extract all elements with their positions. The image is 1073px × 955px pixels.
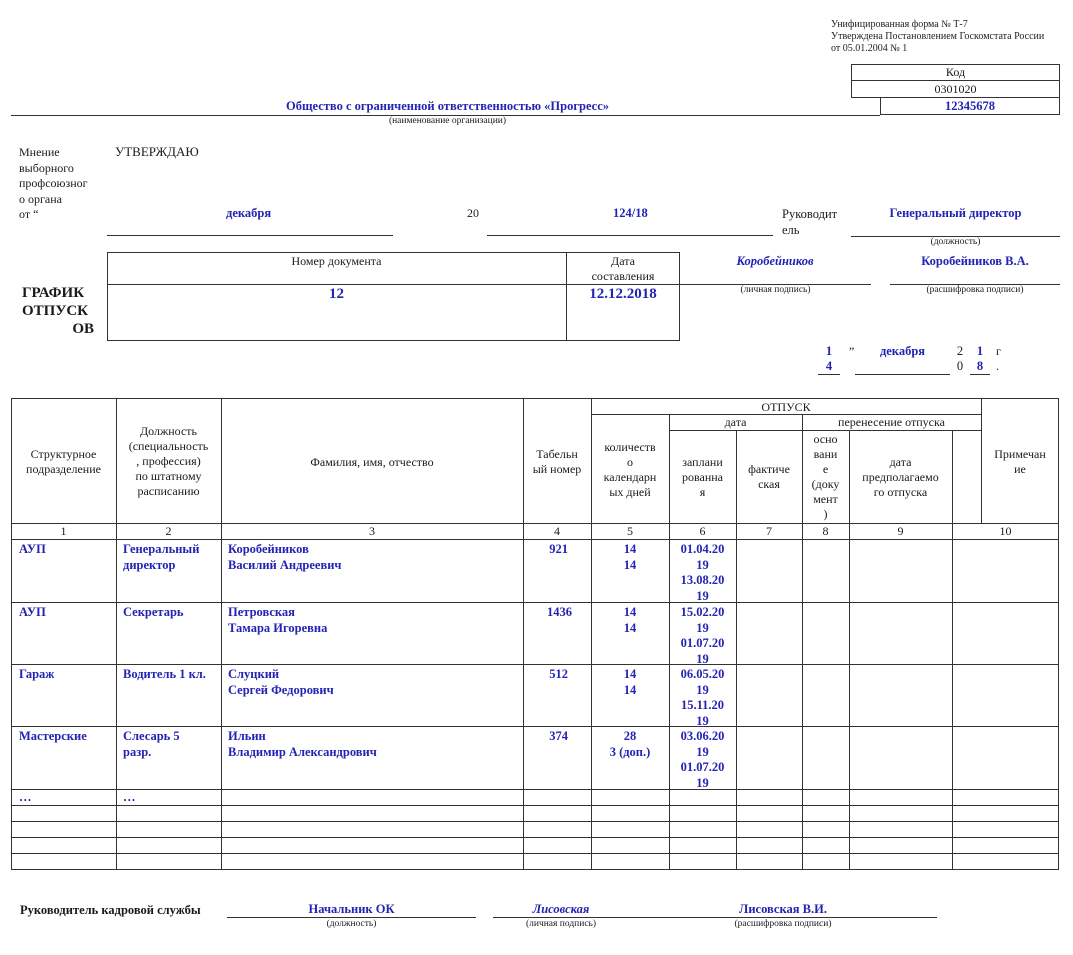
cell-line: 01.07.20	[680, 760, 725, 774]
approval-day	[818, 344, 840, 374]
header-line: (доку	[811, 477, 840, 491]
header-line: фактиче	[748, 462, 790, 476]
footer-position-underline	[227, 917, 476, 918]
okud-code: 0301020	[934, 82, 977, 96]
column-number: 2	[165, 524, 172, 538]
head-label	[782, 206, 837, 238]
cell-line: 01.07.20	[680, 636, 725, 650]
approval-year-underline	[970, 374, 990, 375]
document-title-line: ОТПУСК	[22, 303, 89, 319]
footer-position: Начальник ОК	[308, 902, 395, 916]
table-hline	[669, 430, 981, 431]
cell-line: 19	[696, 557, 709, 572]
header-fio: Фамилия, имя, отчество	[310, 455, 434, 469]
cell-line: 19	[696, 713, 709, 728]
header-planned	[669, 455, 736, 500]
cell-line: Слесарь 5	[123, 729, 180, 743]
form-header	[831, 19, 1044, 55]
cell-position	[123, 729, 180, 760]
footer-signature: Лисовская	[532, 902, 590, 916]
cell-planned-dates	[669, 605, 736, 667]
approval-month: декабря	[879, 344, 926, 358]
cell-tab-number: 1436	[547, 605, 572, 619]
head-label-line: Руководит	[782, 207, 838, 221]
form-header-line: Утверждена Постановлением Госкомстата России	[831, 31, 1045, 42]
docinfo-hdivider	[107, 284, 680, 285]
head-name: Коробейников В.А.	[921, 254, 1029, 268]
header-line: )	[823, 507, 828, 521]
column-number: 3	[369, 524, 375, 538]
cell-line: Сергей Федорович	[228, 682, 334, 697]
cell-line: 19	[696, 651, 709, 666]
table-hline	[11, 837, 1059, 838]
header-line: е	[822, 462, 829, 476]
header-line: рованна	[681, 470, 723, 484]
docinfo-date-label-line: составления	[591, 269, 655, 283]
cell-line: 19	[696, 588, 709, 603]
cell-days	[591, 542, 669, 573]
head-signature-caption: (личная подпись)	[740, 285, 811, 295]
cell-line: 15.11.20	[680, 698, 725, 712]
header-line: подразделение	[26, 462, 101, 476]
approval-year-digit: 0	[956, 359, 964, 373]
cell-planned-dates	[669, 729, 736, 791]
header-department	[11, 447, 116, 477]
cell-line: 14	[623, 605, 637, 619]
approval-year-digit: 8	[976, 359, 984, 373]
header-line: ый номер	[532, 462, 582, 476]
column-number: 7	[766, 524, 772, 538]
cell-planned-dates	[669, 667, 736, 729]
union-date-underline	[107, 235, 393, 236]
footer-position-caption: (должность)	[326, 919, 377, 929]
docinfo-number-label: Номер документа	[291, 254, 382, 268]
cell-line: Владимир Александрович	[228, 744, 377, 759]
approval-g-letter: г	[996, 344, 1001, 358]
cell-line: 14	[623, 557, 637, 572]
header-line: календарн	[603, 470, 657, 484]
header-otpusk: ОТПУСК	[761, 400, 811, 414]
cell-line: разр.	[123, 744, 152, 759]
header-line: предполагаемо	[862, 470, 939, 484]
approval-year-digit: 2	[956, 344, 964, 358]
header-line: Примечан	[994, 447, 1046, 461]
cell-position	[123, 605, 184, 621]
approve-label: УТВЕРЖДАЮ	[115, 144, 199, 159]
okpo-code: 12345678	[945, 99, 995, 113]
approval-day-digit: 4	[825, 359, 833, 373]
cell-tab-number: 512	[549, 667, 568, 681]
cell-line: 19	[696, 775, 709, 790]
cell-line: 19	[696, 682, 709, 697]
form-header-line: от 05.01.2004 № 1	[831, 43, 908, 54]
cell-days	[591, 729, 669, 760]
cell-position	[123, 542, 199, 573]
head-label-line: ель	[782, 223, 800, 237]
header-expected-date	[849, 455, 952, 500]
document-title-line: ОВ	[72, 321, 94, 337]
cell-planned-dates	[669, 542, 736, 604]
table-hline	[11, 853, 1059, 854]
cell-department: АУП	[19, 542, 46, 556]
cell-department: Гараж	[19, 667, 55, 681]
header-position	[116, 424, 221, 499]
cell-department: АУП	[19, 605, 46, 619]
cell-line: 14	[623, 542, 637, 556]
table-hline	[11, 539, 1059, 540]
cell-department: Мастерские	[19, 729, 87, 743]
form-header-line: Унифицированная форма № Т-7	[831, 19, 968, 30]
union-opinion-line: выборного	[19, 160, 74, 175]
cell-line: Тамара Игоревна	[228, 620, 328, 635]
header-line: , профессия)	[136, 454, 201, 468]
cell-line: Ильин	[228, 729, 266, 743]
header-line: я	[699, 485, 706, 499]
table-hline	[11, 726, 1059, 727]
head-position-caption: (должность)	[930, 237, 981, 247]
cell-fio	[228, 729, 377, 760]
cell-line: Водитель 1 кл.	[123, 667, 206, 681]
table-vline	[952, 430, 953, 870]
cell-fio	[228, 605, 327, 636]
header-line: осно	[813, 432, 838, 446]
cell-line: 19	[696, 620, 709, 635]
cell-line: 19	[696, 744, 709, 759]
header-days	[591, 440, 669, 500]
approval-day-digit: 1	[825, 344, 833, 358]
cell-line: 01.04.20	[680, 542, 725, 556]
cell-tab-number: 921	[549, 542, 568, 556]
approval-g	[996, 344, 1001, 374]
union-docno-underline	[487, 235, 773, 236]
union-year-prefix: 20	[467, 206, 479, 220]
cell-days	[591, 667, 669, 698]
cell-line: Секретарь	[123, 605, 184, 619]
table-vline	[736, 430, 737, 870]
table-hline	[11, 664, 1059, 665]
footer-signature-underline	[493, 917, 937, 918]
column-number: 4	[554, 524, 560, 538]
approval-year-suffix	[970, 344, 990, 374]
footer-name: Лисовская В.И.	[739, 902, 827, 916]
organization-name: Общество с ограниченной ответственностью «Прогресс»	[285, 99, 610, 113]
cell-line: Василий Андреевич	[228, 557, 342, 572]
cell-line: 03.06.20	[680, 729, 725, 743]
cell-fio	[228, 542, 341, 573]
cell-fio	[228, 667, 334, 698]
cell-line: 15.02.20	[680, 605, 725, 619]
cell-line: Слуцкий	[228, 667, 280, 681]
column-number: 9	[897, 524, 904, 538]
head-position: Генеральный директор	[889, 206, 1022, 220]
header-notes	[981, 447, 1059, 477]
approval-day-underline	[818, 374, 840, 375]
column-number: 10	[999, 524, 1012, 538]
header-line: Должность	[139, 424, 198, 438]
header-line: дата	[889, 455, 912, 469]
union-opinion-line: профсоюзног	[19, 176, 88, 190]
header-line: заплани	[682, 455, 723, 469]
cell-line: 28	[623, 729, 637, 743]
docinfo-date-label-line: Дата	[611, 254, 635, 268]
header-line: количеств	[604, 440, 656, 454]
cell-line: Коробейников	[228, 542, 309, 556]
cell-line: Генеральный	[123, 542, 200, 556]
docinfo-date-label	[566, 254, 680, 284]
header-line: по штатному	[135, 469, 202, 483]
document-date: 12.12.2018	[589, 286, 657, 302]
approval-dot: .	[996, 359, 999, 373]
approval-year-digit: 1	[976, 344, 984, 358]
header-line: го отпуска	[873, 485, 928, 499]
cell-days	[591, 605, 669, 636]
union-month: декабря	[226, 206, 272, 220]
header-line: ие	[1014, 462, 1026, 476]
header-line: вани	[813, 447, 838, 461]
cell-line: 06.05.20	[680, 667, 725, 681]
union-opinion	[19, 145, 88, 223]
approval-quote: ”	[849, 344, 855, 358]
header-basis	[802, 432, 849, 522]
union-opinion-line: от “	[19, 207, 39, 221]
header-line: Табельн	[536, 447, 578, 461]
document-title	[22, 284, 94, 338]
column-number: 8	[822, 524, 829, 538]
footer-signature-caption: (личная подпись)	[525, 919, 597, 929]
table-hline	[11, 821, 1059, 822]
union-opinion-line: Мнение	[19, 145, 60, 159]
organization-caption: (наименование организации)	[388, 116, 507, 126]
header-line: ская	[758, 477, 780, 491]
table-hline	[11, 789, 1059, 790]
approval-year-prefix	[953, 344, 967, 374]
table-hline	[11, 602, 1059, 603]
cell-line: Петровская	[228, 605, 295, 619]
head-signature: Коробейников	[736, 254, 814, 268]
cell-position: …	[123, 790, 136, 804]
header-line: мент	[813, 492, 838, 506]
cell-line: 14	[623, 667, 637, 681]
kod-label: Код	[945, 65, 966, 79]
approval-month-underline	[855, 374, 950, 375]
document-title-line: ГРАФИК	[22, 285, 85, 301]
cell-line: 3 (доп.)	[609, 744, 651, 759]
cell-line: 14	[623, 620, 637, 635]
header-tab-number	[523, 447, 591, 477]
cell-line: директор	[123, 557, 176, 572]
column-number: 6	[699, 524, 706, 538]
table-hline	[11, 805, 1059, 806]
cell-tab-number: 374	[549, 729, 568, 743]
header-line: расписанию	[137, 484, 200, 498]
cell-line: 14	[623, 682, 637, 697]
footer-label: Руководитель кадровой службы	[20, 903, 201, 917]
head-name-caption: (расшифровка подписи)	[926, 285, 1024, 295]
document-number: 12	[329, 286, 344, 302]
header-line: (специальность	[128, 439, 209, 453]
union-doc-number: 124/18	[613, 206, 648, 220]
header-line: ых дней	[609, 485, 651, 499]
cell-department: …	[19, 790, 32, 804]
column-number: 5	[627, 524, 633, 538]
header-line: о	[627, 455, 633, 469]
column-number: 1	[60, 524, 67, 538]
footer-name-caption: (расшифровка подписи)	[734, 919, 832, 929]
header-date: дата	[724, 415, 747, 429]
header-transfer: перенесение отпуска	[838, 415, 945, 429]
union-opinion-line: о органа	[19, 191, 62, 206]
cell-position	[123, 667, 206, 683]
cell-line: 13.08.20	[680, 573, 725, 587]
header-actual	[736, 462, 802, 492]
header-line: Структурное	[30, 447, 97, 461]
